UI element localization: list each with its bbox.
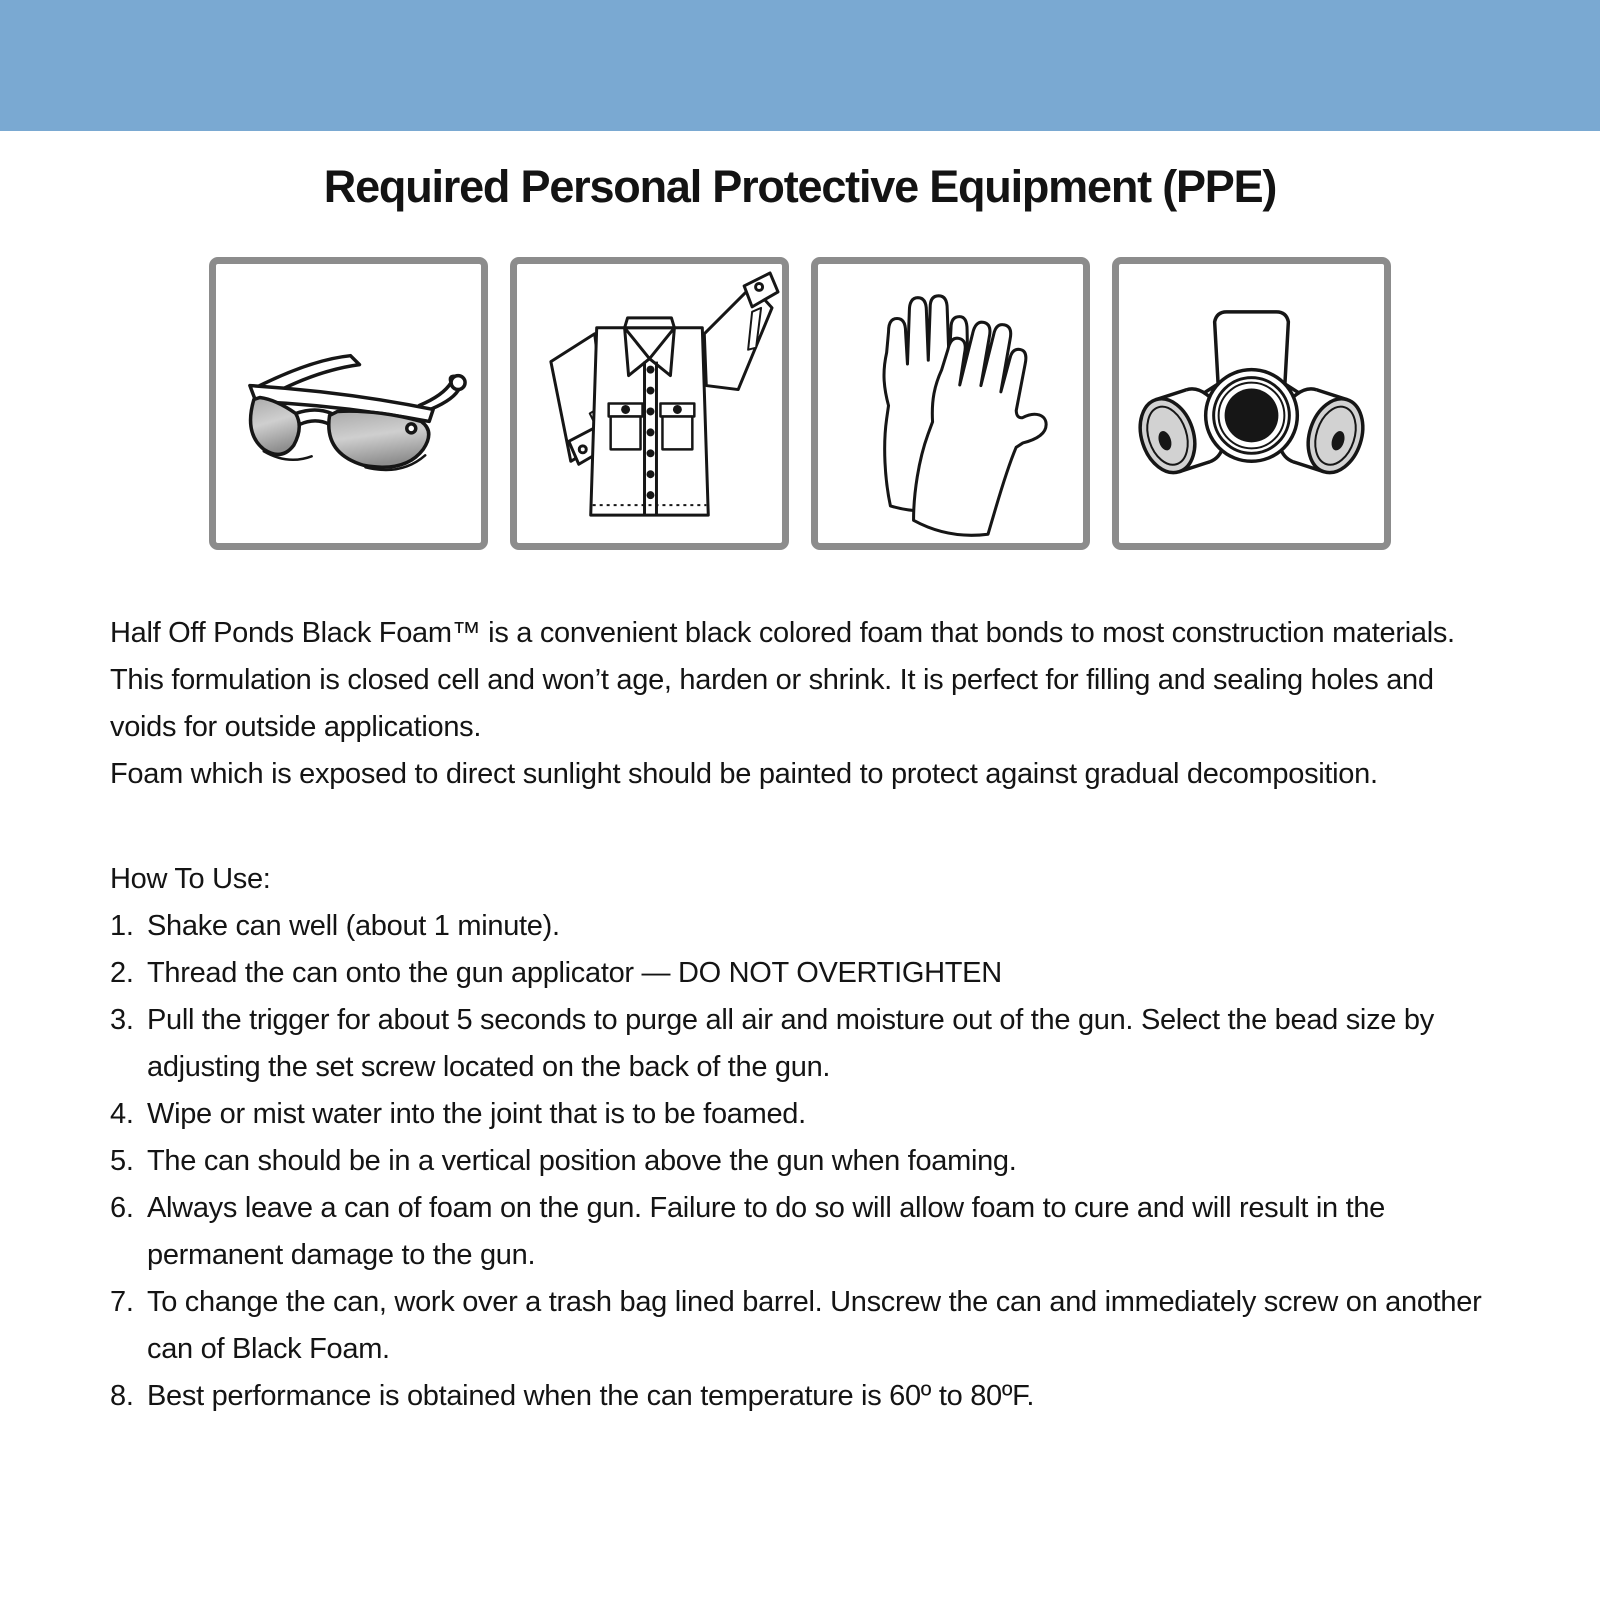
- step-text: Thread the can onto the gun applicator — DO NOT OVERTIGHTEN: [147, 957, 1002, 989]
- step-number: 3.: [110, 1004, 134, 1036]
- step-number: 7.: [110, 1286, 134, 1318]
- how-to-use-step: [110, 997, 1500, 1091]
- how-to-use-heading: How To Use:: [110, 863, 271, 895]
- safety-glasses-icon: [216, 264, 481, 543]
- step-number: 2.: [110, 957, 134, 989]
- how-to-use-steps: [110, 903, 1500, 1420]
- long-sleeve-shirt-icon: [517, 264, 782, 543]
- step-number: 4.: [110, 1098, 134, 1130]
- how-to-use-step: [110, 1185, 1500, 1279]
- step-number: 5.: [110, 1145, 134, 1177]
- ppe-box-long-sleeve-shirt: [510, 257, 789, 550]
- step-text: Best performance is obtained when the can temperature is 60º to 80ºF.: [147, 1380, 1035, 1412]
- how-to-use-step: [110, 1091, 1500, 1138]
- step-text: Wipe or mist water into the joint that is to be foamed.: [147, 1098, 806, 1130]
- step-text: The can should be in a vertical position above the gun when foaming.: [147, 1145, 1017, 1177]
- ppe-box-safety-glasses: [209, 257, 488, 550]
- how-to-use-step: [110, 1138, 1500, 1185]
- step-text: Always leave a can of foam on the gun. Failure to do so will allow foam to cure and will result in the permanent damage to the gun.: [147, 1192, 1385, 1271]
- ppe-box-gloves: [811, 257, 1090, 550]
- how-to-use-section: [110, 856, 1500, 1420]
- step-text: Pull the trigger for about 5 seconds to purge all air and moisture out of the gun. Select the bead size by adjusting the set screw located on the back of the gun.: [147, 1004, 1434, 1083]
- step-text: To change the can, work over a trash bag lined barrel. Unscrew the can and immediately screw on another can of Black Foam.: [147, 1286, 1482, 1365]
- description-paragraph-2: Foam which is exposed to direct sunlight should be painted to protect against gradual decomposition.: [110, 758, 1378, 790]
- top-banner: [0, 0, 1600, 131]
- product-description: [110, 610, 1500, 798]
- how-to-use-step: [110, 1373, 1500, 1420]
- ppe-box-respirator: [1112, 257, 1391, 550]
- page-title: Required Personal Protective Equipment (PPE): [323, 161, 1277, 212]
- step-number: 8.: [110, 1380, 134, 1412]
- description-paragraph-1: Half Off Ponds Black Foam™ is a convenient black colored foam that bonds to most construction materials. This formulation is closed cell and won’t age, harden or shrink. It is perfect for filling and sealing holes and voids for outside applications.: [110, 617, 1455, 743]
- how-to-use-step: [110, 950, 1500, 997]
- step-text: Shake can well (about 1 minute).: [147, 910, 560, 942]
- step-number: 1.: [110, 910, 134, 942]
- how-to-use-step: [110, 1279, 1500, 1373]
- ppe-icon-row: [0, 257, 1600, 550]
- how-to-use-step: [110, 903, 1500, 950]
- step-number: 6.: [110, 1192, 134, 1224]
- gloves-icon: [818, 264, 1083, 543]
- respirator-icon: [1119, 264, 1384, 543]
